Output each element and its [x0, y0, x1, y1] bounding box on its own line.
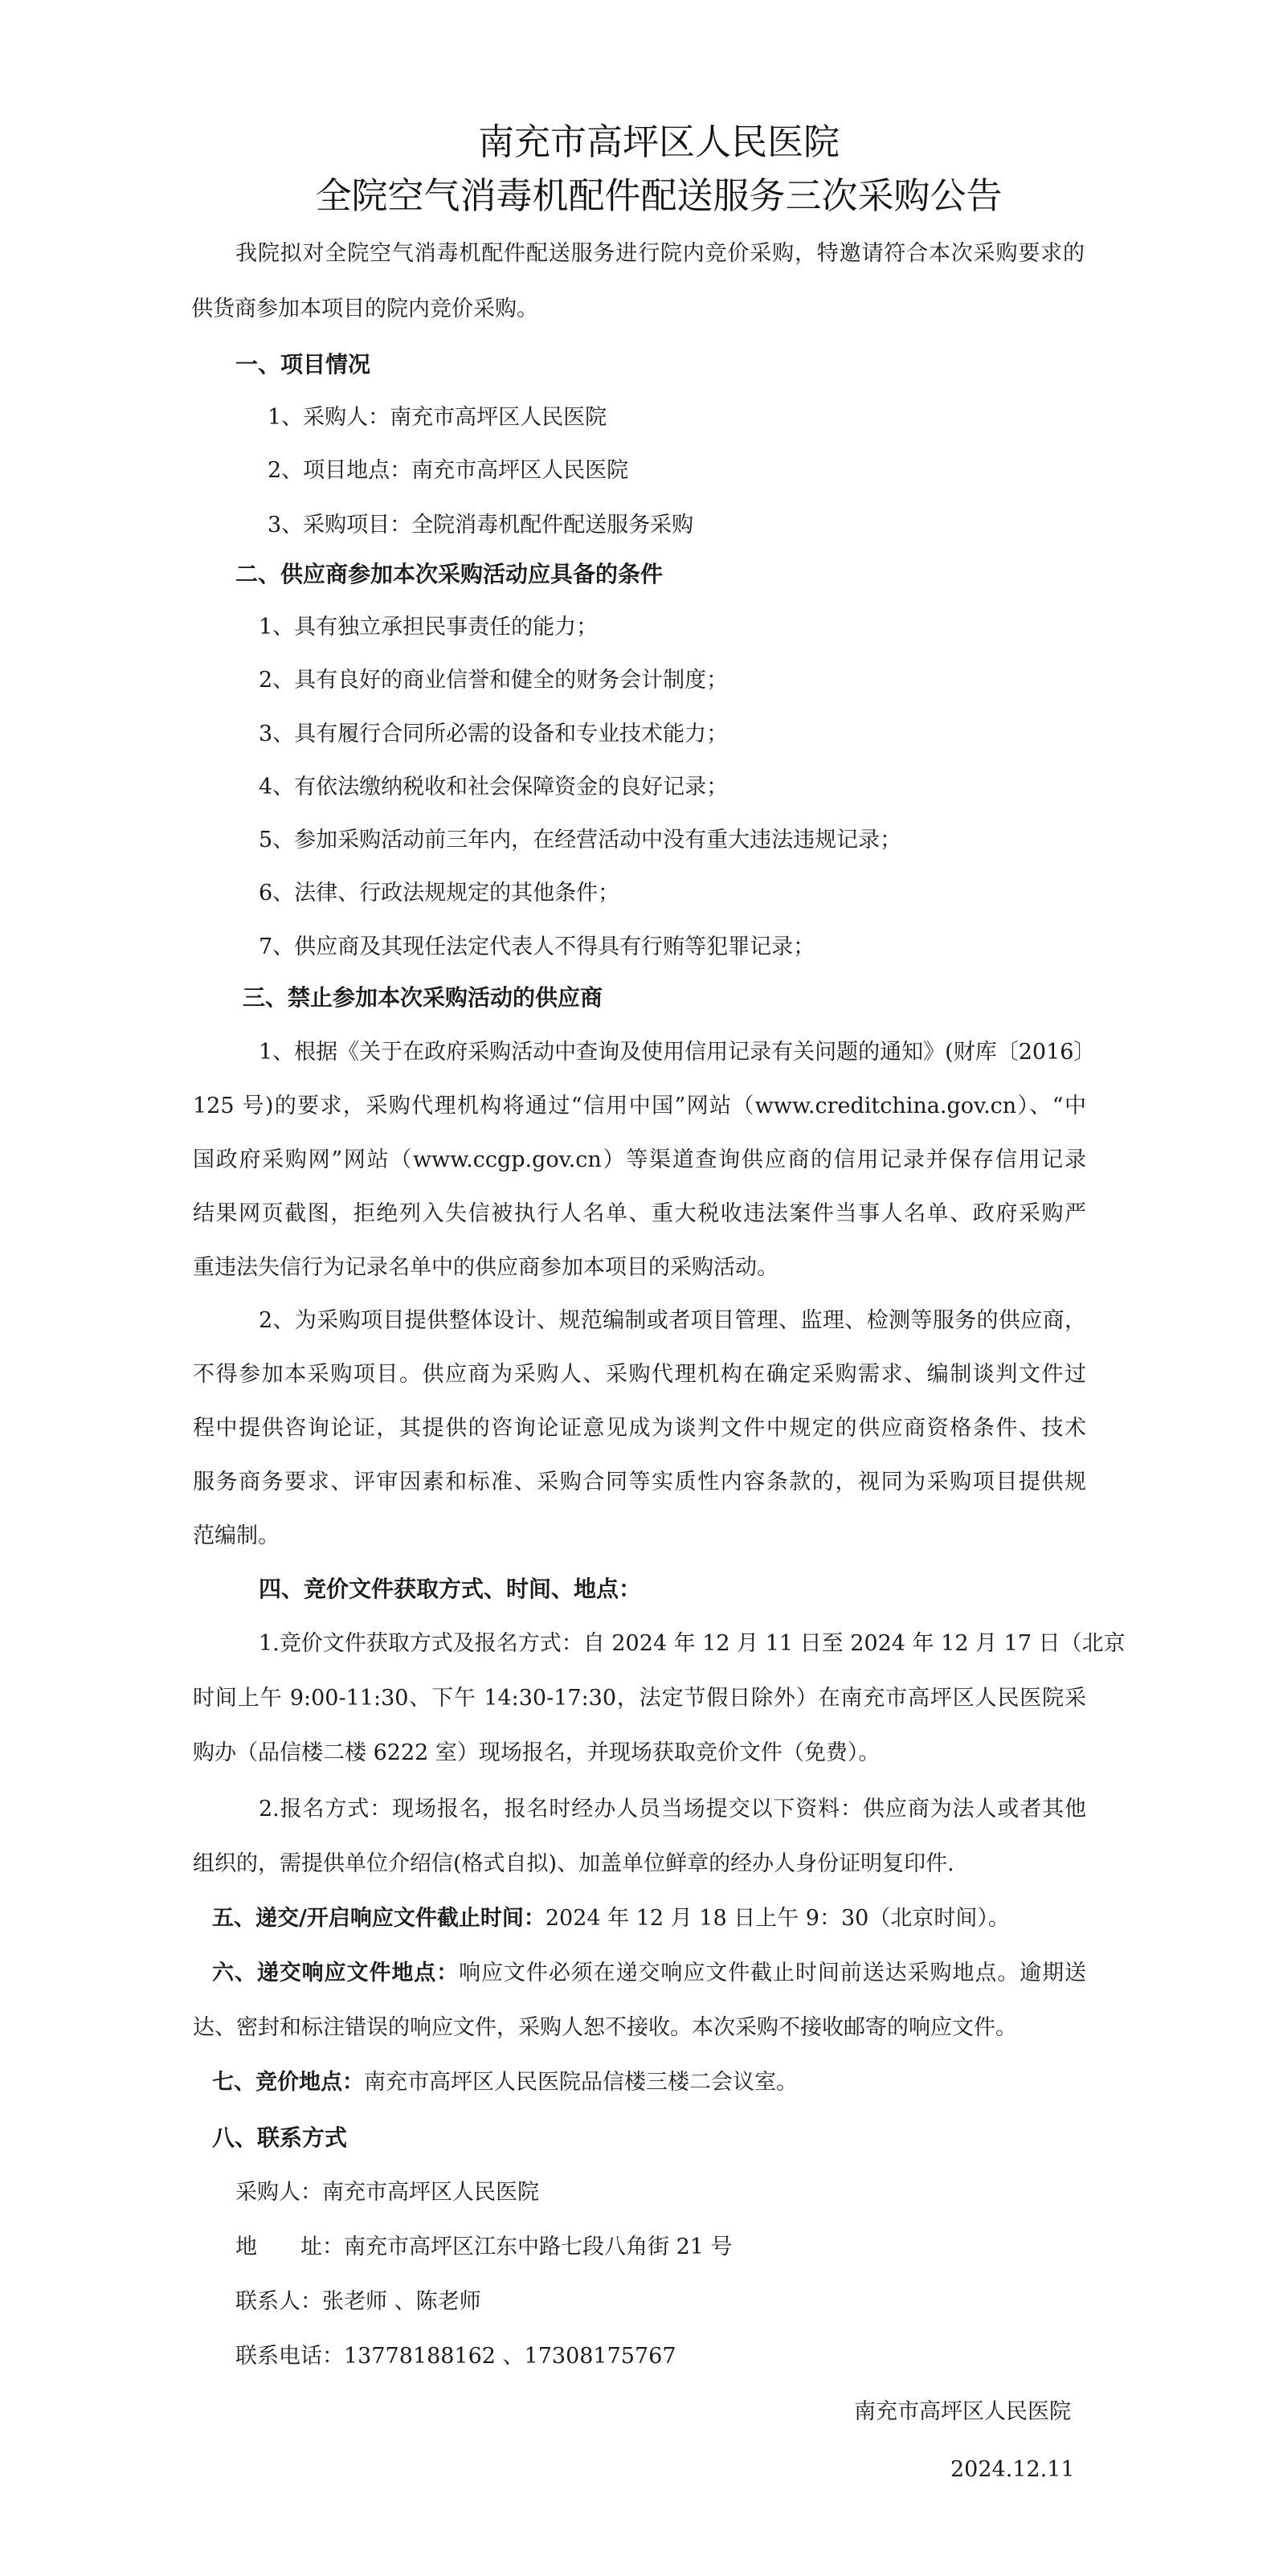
section-6-label: 六、递交响应文件地点：: [212, 1961, 460, 1985]
contact-purchaser: 采购人：南充市高坪区人民医院: [235, 2180, 539, 2205]
section-3-para-2-line: 范编制。: [193, 1523, 280, 1548]
section-1-heading: 一、项目情况: [235, 351, 371, 378]
section-3-para-1-line: 1、根据《关于在政府采购活动中查询及使用信用记录有关问题的通知》(财库〔2016〕: [259, 1040, 1096, 1065]
section-4-para-1-line: 时间上午 9:00-11:30、下午 14:30-17:30，法定节假日除外）在南充市高坪区人民医院采: [193, 1686, 1086, 1711]
section-2-item: 1、具有独立承担民事责任的能力；: [259, 615, 599, 640]
section-2-item: 4、有依法缴纳税收和社会保障资金的良好记录；: [259, 775, 729, 799]
section-7-label: 七、竞价地点：: [212, 2070, 364, 2095]
section-3-heading: 三、禁止参加本次采购活动的供应商: [243, 984, 603, 1011]
section-1-item: 1、采购人：南充市高坪区人民医院: [268, 405, 607, 430]
section-3-para-1-line: 125 号)的要求，采购代理机构将通过“信用中国”网站（www.creditchina.gov.cn）、“中: [193, 1094, 1086, 1118]
contact-phone: 联系电话：13778188162 、17308175767: [235, 2344, 676, 2369]
section-1-item: 2、项目地点：南充市高坪区人民医院: [268, 458, 629, 483]
section-2-item: 7、供应商及其现任法定代表人不得具有行贿等犯罪记录；: [259, 934, 815, 959]
section-3-para-1-line: 国政府采购网”网站（www.ccgp.gov.cn）等渠道查询供应商的信用记录并保存信用记录: [193, 1147, 1086, 1172]
section-3-para-1-line: 结果网页截图，拒绝列入失信被执行人名单、重大税收违法案件当事人名单、政府采购严: [193, 1201, 1086, 1226]
section-6-text-1: 响应文件必须在递交响应文件截止时间前送达采购地点。逾期送: [459, 1961, 1087, 1985]
section-5-text: 2024 年 12 月 18 日上午 9：30（北京时间）。: [545, 1906, 1010, 1931]
signature-organization: 南充市高坪区人民医院: [854, 2399, 1071, 2424]
section-2-item: 3、具有履行合同所必需的设备和专业技术能力；: [259, 722, 729, 746]
contact-address-line: [235, 2231, 733, 2263]
section-2-heading: 二、供应商参加本次采购活动应具备的条件: [235, 561, 664, 587]
signature-date: 2024.12.11: [950, 2457, 1075, 2482]
section-4-para-2-line: 2.报名方式：现场报名，报名时经办人员当场提交以下资料：供应商为法人或者其他: [259, 1797, 1086, 1822]
contact-address: 南充市高坪区江东中路七段八角街 21 号: [344, 2235, 733, 2259]
section-2-item: 5、参加采购活动前三年内，在经营活动中没有重大违法违规记录；: [259, 828, 902, 853]
section-3-para-2-line: 服务商务要求、评审因素和标准、采购合同等实质性内容条款的，视同为采购项目提供规: [193, 1470, 1086, 1494]
section-3-para-1-line: 重违法失信行为记录名单中的供应商参加本项目的采购活动。: [193, 1255, 778, 1280]
section-7-line: [212, 2067, 798, 2099]
intro-line-2: 供货商参加本项目的院内竞价采购。: [191, 296, 538, 321]
section-7-text: 南充市高坪区人民医院品信楼三楼二会议室。: [364, 2070, 798, 2095]
section-6-line-2: 达、密封和标注错误的响应文件，采购人恕不接收。本次采购不接收邮寄的响应文件。: [193, 2015, 1017, 2040]
section-8-heading: 八、联系方式: [212, 2124, 348, 2151]
section-3-para-2-line: 不得参加本采购项目。供应商为采购人、采购代理机构在确定采购需求、编制谈判文件过: [193, 1362, 1086, 1387]
title-line-1: 南充市高坪区人民医院: [477, 121, 840, 163]
section-4-para-1-line: 购办（品信楼二楼 6222 室）现场报名，并现场获取竞价文件（免费）。: [193, 1740, 881, 1765]
section-4-para-1-line: 1.竞价文件获取方式及报名方式：自 2024 年 12 月 11 日至 2024 年 12 月 17 日（北京: [259, 1631, 1126, 1656]
section-6-line-1: [212, 1957, 1086, 1989]
section-3-para-2-line: 2、为采购项目提供整体设计、规范编制或者项目管理、监理、检测等服务的供应商，: [259, 1308, 1086, 1333]
intro-line-1: 我院拟对全院空气消毒机配件配送服务进行院内竞价采购，特邀请符合本次采购要求的: [235, 241, 1085, 266]
section-1-item: 3、采购项目：全院消毒机配件配送服务采购: [268, 513, 694, 538]
section-5-line: [212, 1903, 1010, 1935]
section-5-label: 五、递交/开启响应文件截止时间：: [212, 1906, 546, 1931]
section-3-para-2-line: 程中提供咨询论证，其提供的咨询论证意见成为谈判文件中规定的供应商资格条件、技术: [193, 1416, 1086, 1441]
title-line-2: 全院空气消毒机配件配送服务三次采购公告: [315, 174, 1003, 217]
contact-person: 联系人：张老师 、陈老师: [235, 2289, 481, 2314]
section-4-para-2-line: 组织的，需提供单位介绍信(格式自拟)、加盖单位鲜章的经办人身份证明复印件.: [193, 1851, 954, 1876]
section-2-item: 2、具有良好的商业信誉和健全的财务会计制度；: [259, 668, 729, 693]
section-4-heading: 四、竞价文件获取方式、时间、地点：: [259, 1576, 642, 1602]
contact-address-label: 地 址：: [235, 2235, 344, 2259]
section-2-item: 6、法律、行政法规规定的其他条件；: [259, 881, 620, 906]
